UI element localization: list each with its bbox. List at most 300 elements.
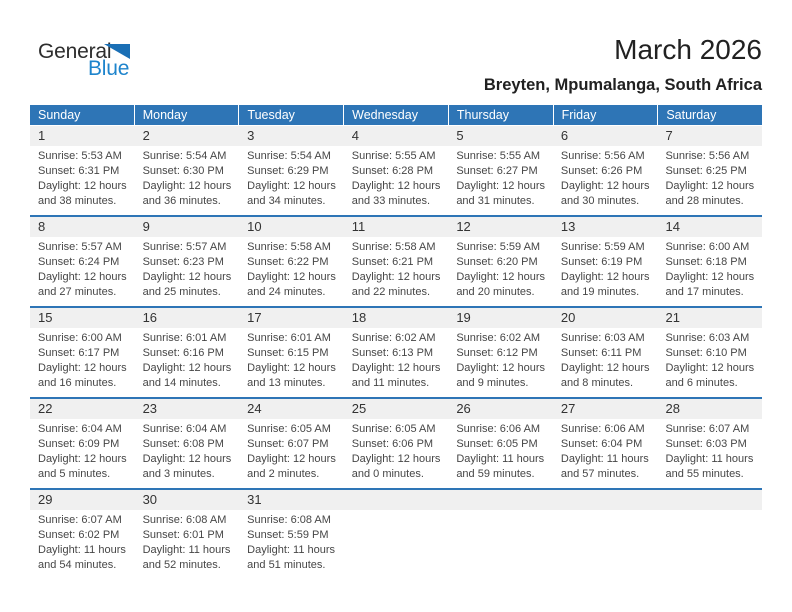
sunrise-line (352, 149, 445, 164)
day-number: 17 (247, 310, 262, 325)
sunset-line (352, 437, 445, 452)
day-number: 4 (351, 128, 359, 143)
daylight-value: 12 hours and 16 minutes. (38, 362, 127, 389)
sunset-value: 6:11 PM (601, 347, 642, 359)
day-cell (30, 308, 135, 397)
day-cell (553, 399, 658, 488)
sunrise-line (143, 513, 236, 528)
day-number-band (657, 399, 762, 419)
day-number: 2 (142, 128, 150, 143)
sunset-value: 6:07 PM (287, 438, 329, 450)
day-cell (135, 308, 240, 397)
daylight-value: 12 hours and 36 minutes. (142, 180, 232, 207)
day-details (553, 419, 658, 482)
day-number: 13 (560, 219, 576, 234)
daylight-line (352, 270, 445, 300)
daylight-value: 11 hours and 52 minutes. (142, 544, 231, 571)
daylight-line (38, 179, 131, 209)
daylight-line (143, 179, 236, 209)
sunrise-label: Sunrise: (560, 150, 602, 162)
day-number-band (30, 490, 135, 510)
sunrise-line (352, 422, 445, 437)
day-number-band (239, 126, 344, 146)
sunrise-line (561, 240, 654, 255)
sunrise-label: Sunrise: (142, 423, 183, 435)
sunrise-value: 6:05 AM (395, 423, 436, 435)
daylight-label: Daylight: (247, 362, 290, 374)
sunrise-value: 5:54 AM (186, 150, 227, 162)
sunset-value: 6:28 PM (392, 165, 434, 177)
sunset-label: Sunset: (247, 438, 285, 450)
day-number: 19 (456, 310, 471, 325)
daylight-value: 12 hours and 27 minutes. (38, 271, 127, 298)
daylight-line (247, 543, 340, 573)
day-number: 7 (665, 128, 673, 143)
sunset-label: Sunset: (142, 256, 180, 268)
day-details (448, 328, 553, 391)
sunrise-label: Sunrise: (38, 332, 79, 344)
day-header-label: Tuesday (247, 108, 295, 122)
day-number-band (657, 217, 762, 237)
sunset-label: Sunset: (351, 438, 390, 450)
general-blue-logo (33, 40, 143, 84)
day-number: 10 (247, 219, 262, 234)
sunrise-label: Sunrise: (247, 423, 288, 435)
sunrise-label: Sunrise: (560, 423, 602, 435)
day-cell (553, 308, 658, 397)
day-header-label: Friday (561, 108, 597, 122)
sunset-value: 6:08 PM (182, 438, 224, 450)
day-number-band (448, 217, 553, 237)
day-number-band (657, 490, 762, 510)
sunrise-label: Sunrise: (247, 241, 288, 253)
sunrise-line (456, 149, 549, 164)
sunrise-line (143, 149, 236, 164)
sunset-label: Sunset: (351, 256, 390, 268)
daylight-value: 11 hours and 59 minutes. (456, 453, 545, 480)
day-number: 21 (665, 310, 680, 325)
day-details (344, 328, 449, 391)
sunrise-value: 6:04 AM (186, 423, 227, 435)
day-details (657, 328, 762, 391)
day-cell (657, 490, 762, 579)
sunrise-value: 5:56 AM (604, 150, 645, 162)
day-details (30, 146, 135, 209)
sunset-value: 6:12 PM (496, 347, 538, 359)
sunset-line (665, 255, 758, 270)
day-details (448, 419, 553, 482)
day-number-band (30, 126, 135, 146)
sunset-label: Sunset: (142, 347, 180, 359)
day-number: 16 (142, 310, 158, 325)
sunset-label: Sunset: (247, 256, 285, 268)
daylight-line (456, 361, 549, 391)
sunset-line (38, 164, 131, 179)
day-number: 27 (560, 401, 576, 416)
daylight-label: Daylight: (38, 180, 81, 192)
sunrise-label: Sunrise: (560, 241, 602, 253)
day-header-cell (553, 105, 658, 125)
sunrise-line (38, 240, 131, 255)
sunrise-label: Sunrise: (351, 241, 393, 253)
daylight-line (143, 270, 236, 300)
sunset-line (456, 255, 549, 270)
daylight-label: Daylight: (560, 271, 604, 283)
day-number-band (135, 308, 240, 328)
day-header-cell (448, 105, 553, 125)
sunset-label: Sunset: (142, 438, 180, 450)
sunrise-value: 6:05 AM (290, 423, 331, 435)
sunrise-label: Sunrise: (247, 150, 288, 162)
sunset-line (247, 528, 340, 543)
sunset-label: Sunset: (560, 165, 599, 177)
sunset-label: Sunset: (142, 165, 180, 177)
sunrise-line (352, 331, 445, 346)
day-number-band (553, 217, 658, 237)
sunrise-label: Sunrise: (560, 332, 602, 344)
sunrise-value: 5:58 AM (395, 241, 436, 253)
daylight-label: Daylight: (560, 453, 604, 465)
day-number: 9 (142, 219, 150, 234)
week-row (30, 306, 762, 397)
day-details (657, 146, 762, 209)
day-details (135, 146, 240, 209)
daylight-label: Daylight: (247, 180, 290, 192)
daylight-label: Daylight: (247, 453, 290, 465)
daylight-label: Daylight: (247, 544, 290, 556)
daylight-label: Daylight: (351, 180, 395, 192)
day-number: 28 (665, 401, 680, 416)
daylight-value: 11 hours and 57 minutes. (560, 453, 649, 480)
sunrise-value: 6:04 AM (81, 423, 122, 435)
sunset-label: Sunset: (456, 165, 494, 177)
day-header-cell (30, 105, 134, 125)
sunset-line (38, 437, 131, 452)
daylight-line (143, 452, 236, 482)
daylight-line (665, 452, 758, 482)
daylight-line (665, 361, 758, 391)
day-cell (239, 217, 344, 306)
daylight-value: 12 hours and 34 minutes. (247, 180, 336, 207)
sunset-label: Sunset: (38, 438, 76, 450)
daylight-line (247, 270, 340, 300)
sunset-label: Sunset: (456, 438, 494, 450)
daylight-line (352, 179, 445, 209)
day-number-band (448, 399, 553, 419)
sunset-value: 5:59 PM (287, 529, 329, 541)
daylight-label: Daylight: (456, 453, 500, 465)
daylight-line (247, 452, 340, 482)
sunrise-line (38, 149, 131, 164)
daylight-label: Daylight: (38, 544, 81, 556)
sunset-value: 6:22 PM (287, 256, 329, 268)
sunset-label: Sunset: (560, 438, 599, 450)
day-number: 26 (456, 401, 471, 416)
sunset-value: 6:10 PM (705, 347, 747, 359)
day-cell (657, 217, 762, 306)
calendar-body (30, 125, 762, 579)
day-number: 24 (247, 401, 262, 416)
sunrise-line (665, 331, 758, 346)
day-cell (344, 126, 449, 215)
sunrise-value: 5:55 AM (395, 150, 436, 162)
daylight-value: 12 hours and 28 minutes. (665, 180, 755, 207)
day-header-label: Monday (142, 108, 188, 122)
sunrise-value: 6:03 AM (708, 332, 750, 344)
day-cell (30, 126, 135, 215)
sunset-line (143, 164, 236, 179)
day-number-band (448, 490, 553, 510)
sunset-label: Sunset: (665, 165, 703, 177)
sunset-line (352, 164, 445, 179)
sunset-label: Sunset: (351, 347, 390, 359)
sunset-label: Sunset: (560, 256, 599, 268)
day-number-band (239, 399, 344, 419)
day-number: 25 (351, 401, 367, 416)
daylight-line (352, 361, 445, 391)
day-cell (344, 308, 449, 397)
day-number-band (30, 217, 135, 237)
day-number: 8 (38, 219, 46, 234)
daylight-value: 12 hours and 5 minutes. (38, 453, 127, 480)
sunrise-line (456, 422, 549, 437)
daylight-value: 12 hours and 3 minutes. (142, 453, 232, 480)
daylight-line (247, 179, 340, 209)
day-number-band (135, 126, 240, 146)
day-details (657, 419, 762, 482)
day-cell (448, 217, 553, 306)
day-number-band (135, 217, 240, 237)
sunset-value: 6:01 PM (182, 529, 224, 541)
daylight-line (665, 270, 758, 300)
sunset-value: 6:03 PM (705, 438, 747, 450)
sunset-value: 6:31 PM (78, 165, 120, 177)
daylight-label: Daylight: (351, 362, 395, 374)
daylight-label: Daylight: (38, 362, 81, 374)
day-number: 12 (456, 219, 471, 234)
day-details (239, 510, 344, 573)
daylight-label: Daylight: (142, 544, 186, 556)
sunrise-line (456, 240, 549, 255)
sunrise-value: 5:57 AM (81, 241, 122, 253)
sunrise-line (665, 240, 758, 255)
sunset-line (456, 437, 549, 452)
sunset-line (561, 255, 654, 270)
day-number-band (344, 217, 449, 237)
sunrise-line (247, 331, 340, 346)
sunrise-line (665, 422, 758, 437)
sunrise-value: 6:02 AM (499, 332, 541, 344)
day-details (30, 419, 135, 482)
sunrise-label: Sunrise: (351, 332, 393, 344)
daylight-label: Daylight: (351, 453, 395, 465)
sunrise-line (247, 513, 340, 528)
daylight-label: Daylight: (456, 180, 500, 192)
day-cell (30, 490, 135, 579)
daylight-value: 12 hours and 30 minutes. (560, 180, 650, 207)
daylight-line (38, 361, 131, 391)
daylight-label: Daylight: (38, 453, 81, 465)
sunrise-line (561, 422, 654, 437)
day-cell (344, 399, 449, 488)
sunset-label: Sunset: (38, 256, 76, 268)
sunset-label: Sunset: (247, 529, 285, 541)
day-details (344, 419, 449, 482)
daylight-line (38, 452, 131, 482)
day-cell (30, 217, 135, 306)
day-details (239, 328, 344, 391)
sunset-line (352, 346, 445, 361)
sunrise-value: 5:59 AM (604, 241, 645, 253)
day-number: 18 (351, 310, 367, 325)
sunrise-label: Sunrise: (456, 332, 497, 344)
day-details (657, 237, 762, 300)
sunset-line (247, 255, 340, 270)
day-number: 31 (247, 492, 262, 507)
day-number-band (448, 308, 553, 328)
daylight-label: Daylight: (142, 180, 186, 192)
daylight-value: 12 hours and 17 minutes. (665, 271, 755, 298)
daylight-line (456, 270, 549, 300)
daylight-line (561, 179, 654, 209)
daylight-line (143, 361, 236, 391)
sunset-value: 6:02 PM (78, 529, 120, 541)
daylight-label: Daylight: (247, 271, 290, 283)
daylight-value: 12 hours and 8 minutes. (560, 362, 650, 389)
sunrise-value: 5:58 AM (290, 241, 331, 253)
daylight-value: 12 hours and 24 minutes. (247, 271, 336, 298)
day-number-band (30, 399, 135, 419)
day-number: 20 (560, 310, 576, 325)
page-title: March 2026 (614, 34, 762, 65)
sunrise-value: 5:59 AM (499, 241, 541, 253)
sunset-label: Sunset: (142, 529, 180, 541)
daylight-line (247, 361, 340, 391)
day-details (553, 237, 658, 300)
sunrise-label: Sunrise: (351, 423, 393, 435)
day-cell (239, 490, 344, 579)
day-cell (657, 399, 762, 488)
day-number-band (344, 490, 449, 510)
day-cell (344, 217, 449, 306)
day-number: 29 (38, 492, 53, 507)
sunset-label: Sunset: (38, 347, 76, 359)
day-number-band (657, 308, 762, 328)
sunrise-line (247, 149, 340, 164)
day-number-band (344, 399, 449, 419)
day-number: 5 (456, 128, 464, 143)
sunset-value: 6:21 PM (392, 256, 434, 268)
sunset-label: Sunset: (456, 347, 494, 359)
sunrise-label: Sunrise: (665, 150, 706, 162)
sunset-value: 6:16 PM (182, 347, 224, 359)
sunset-label: Sunset: (38, 165, 76, 177)
day-number: 1 (38, 128, 46, 143)
week-row (30, 488, 762, 579)
day-details (30, 510, 135, 573)
daylight-line (456, 179, 549, 209)
day-number-band (239, 490, 344, 510)
daylight-value: 12 hours and 22 minutes. (351, 271, 441, 298)
daylight-line (561, 452, 654, 482)
sunset-line (247, 346, 340, 361)
day-number-band (30, 308, 135, 328)
daylight-line (143, 543, 236, 573)
day-header-label: Saturday (666, 108, 717, 122)
sunset-value: 6:18 PM (705, 256, 747, 268)
day-cell (448, 126, 553, 215)
day-number: 23 (142, 401, 158, 416)
sunrise-label: Sunrise: (665, 423, 706, 435)
sunset-label: Sunset: (456, 256, 494, 268)
day-details (553, 328, 658, 391)
daylight-value: 12 hours and 38 minutes. (38, 180, 127, 207)
day-cell (135, 490, 240, 579)
daylight-line (665, 179, 758, 209)
sunset-label: Sunset: (665, 256, 703, 268)
daylight-label: Daylight: (665, 362, 709, 374)
day-number: 15 (38, 310, 53, 325)
daylight-value: 12 hours and 19 minutes. (560, 271, 650, 298)
day-details (135, 419, 240, 482)
sunrise-line (143, 422, 236, 437)
daylight-label: Daylight: (665, 180, 709, 192)
daylight-label: Daylight: (560, 180, 604, 192)
daylight-value: 12 hours and 6 minutes. (665, 362, 755, 389)
day-number: 6 (560, 128, 569, 143)
sunrise-label: Sunrise: (142, 332, 183, 344)
logo-text-blue: Blue (88, 57, 130, 80)
daylight-value: 11 hours and 55 minutes. (665, 453, 754, 480)
sunset-value: 6:13 PM (392, 347, 434, 359)
day-number-band (553, 126, 658, 146)
sunset-line (143, 528, 236, 543)
day-cell (239, 126, 344, 215)
sunset-label: Sunset: (247, 347, 285, 359)
sunrise-label: Sunrise: (142, 241, 183, 253)
sunrise-value: 5:53 AM (81, 150, 122, 162)
sunset-value: 6:15 PM (287, 347, 329, 359)
day-number-band (553, 399, 658, 419)
sunrise-label: Sunrise: (456, 241, 497, 253)
sunrise-label: Sunrise: (456, 423, 497, 435)
sunset-label: Sunset: (560, 347, 599, 359)
daylight-label: Daylight: (351, 271, 395, 283)
day-details (344, 237, 449, 300)
sunset-line (143, 255, 236, 270)
daylight-value: 12 hours and 13 minutes. (247, 362, 336, 389)
sunset-value: 6:04 PM (601, 438, 643, 450)
day-details (553, 146, 658, 209)
sunrise-label: Sunrise: (38, 150, 79, 162)
daylight-label: Daylight: (142, 271, 186, 283)
daylight-label: Daylight: (142, 453, 186, 465)
sunset-line (561, 437, 654, 452)
sunset-label: Sunset: (665, 347, 703, 359)
sunset-line (38, 528, 131, 543)
week-row (30, 125, 762, 215)
day-header-cell (657, 105, 762, 125)
sunset-line (665, 437, 758, 452)
sunset-line (247, 164, 340, 179)
day-number-band (239, 308, 344, 328)
sunrise-label: Sunrise: (142, 514, 183, 526)
day-header-cell (134, 105, 239, 125)
sunset-value: 6:06 PM (392, 438, 434, 450)
daylight-value: 12 hours and 31 minutes. (456, 180, 545, 207)
sunset-line (143, 437, 236, 452)
sunset-line (456, 164, 549, 179)
